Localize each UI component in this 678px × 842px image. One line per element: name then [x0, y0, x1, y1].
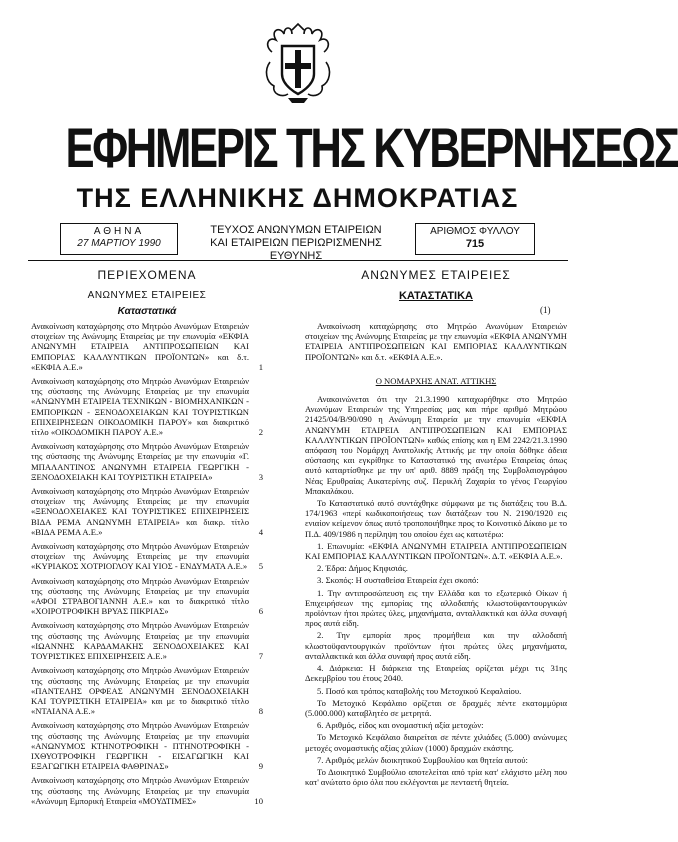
- list-item[interactable]: [31, 720, 263, 771]
- issue-type-box: [190, 223, 402, 262]
- issue-type-line1: ΤΕΥΧΟΣ ΑΝΩΝΥΜΩΝ ΕΤΑΙΡΕΙΩΝ: [210, 224, 382, 236]
- entry-page: 8: [258, 706, 263, 717]
- body-paragraph: 3. Σκοπός: Η συσταθείσα Εταιρεία έχει σκοπό:: [317, 575, 479, 586]
- list-item[interactable]: [31, 486, 263, 537]
- body-paragraph: Το Διοικητικό Συμβούλιο αποτελείται από τρία κατ' ελάχιστο μέλη που κατ' ανώτατο όριο όλα που εκλέγονται με πενταετή θητεία.: [305, 766, 567, 788]
- body-paragraph: 1. Την αντιπροσώπευση εις την Ελλάδα και το εξωτερικό Οίκων ή Επιχειρήσεων της εμπορίας της αλλοδαπής κλωστοϋφαντουργικών προϊόντων ήτοι πρώτες ύλες, μηχανήματα, ανταλλακτικά και άλλα συναφή προς αυτά είδη.: [305, 587, 567, 629]
- companies-heading: ΑΝΩΝΥΜΕΣ ΕΤΑΙΡΕΙΕΣ: [361, 268, 511, 282]
- body-paragraph: 1. Επωνυμία: «ΕΚΦΙΑ ΑΝΩΝΥΜΗ ΕΤΑΙΡΕΙΑ ΑΝΤΙΠΡΟΣΩΠΕΙΩΝ ΚΑΙ ΕΜΠΟΡΙΑΣ ΚΑΛΛΥΝΤΙΚΩΝ ΠΡΟΪΟΝΤΩΝ». Δ.Τ. «ΕΚΦΙΑ Α.Ε.».: [305, 540, 567, 562]
- statute-body: [305, 321, 567, 789]
- entry-page: 2: [258, 427, 263, 438]
- body-paragraph: Το Μετοχικό Κεφάλαιο ορίζεται σε δραχμές πέντε εκατομμύρια (5.000.000) καταβλητέο σε μετρητά.: [305, 697, 567, 718]
- coat-of-arms-emblem: [262, 22, 334, 104]
- entry-page: 1: [258, 361, 263, 372]
- entry-page: 10: [254, 795, 263, 806]
- entry-page: 7: [258, 651, 263, 662]
- entry-page: 9: [258, 761, 263, 772]
- entry-page: 6: [258, 606, 263, 617]
- gazette-subtitle: ΤΗΣ ΕΛΛΗΝΙΚΗΣ ΔΗΜΟΚΡΑΤΙΑΣ: [76, 183, 519, 213]
- authority-heading: Ο ΝΟΜΑΡΧΗΣ ΑΝΑΤ. ΑΤΤΙΚΗΣ: [375, 375, 497, 386]
- intro-paragraph: Ανακοίνωση καταχώρησης στο Μητρώο Ανωνύμων Εταιρειών στοιχείων της Ανώνυμης Εταιρείας με την επωνυμία «ΕΚΦΙΑ ΑΝΩΝΥΜΗ ΕΤΑΙΡΕΙΑ ΑΝΤΙΠΡΟΣΩΠΕΙΩΝ ΚΑΙ ΕΜΠΟΡΙΑΣ ΚΑΛΛΥΝΤΙΚΩΝ ΠΡΟΪΟΝΤΩΝ» και δ.τ. «ΕΚΦΙΑ Α.Ε.».: [305, 321, 567, 362]
- date-box: [60, 223, 178, 255]
- issue-date: 27 ΜΑΡΤΙΟΥ 1990: [77, 238, 161, 249]
- place-label: ΑΘΗΝΑ: [93, 226, 145, 237]
- body-paragraph: Το Καταστατικό αυτό συντάχθηκε σύμφωνα με τις διατάξεις του Β.Δ. 174/1963 «περί κωδικοποιήσεως των διατάξεων του Ν. 2190/1920 εις ενιαίον κείμενον όπως αυτό τροποποιήθηκε προς το Κοινοτικό Δίκαιο με το Π.Δ. 409/1986 η περίληψη του οποίου έχει ως κατωτέρω:: [305, 498, 567, 539]
- list-item[interactable]: [31, 541, 263, 572]
- contents-subheading: ΑΝΩΝΥΜΕΣ ΕΤΑΙΡΕΙΕΣ: [87, 290, 207, 301]
- sheet-number: 715: [465, 238, 485, 250]
- body-paragraph: 2. Έδρα: Δήμος Κηφισιάς.: [317, 563, 408, 574]
- list-item[interactable]: [31, 576, 263, 617]
- entry-text: Ανακοίνωση καταχώρησης στο Μητρώο Ανωνύμων Εταιρειών στοιχείων της Ανώνυμης Εταιρείας με την επωνυμία «ΞΕΝΟΔΟΧΕΙΑΚΕΣ ΚΑΙ ΤΟΥΡΙΣΤΙΚΕΣ ΕΠΙΧΕΙΡΗΣΕΙΣ ΒΙΔΑ ΡΕΜΑ ΑΝΩΝΥΜΗ ΕΤΑΙΡΕΙΑ» και διακρ. τίτλο «ΒΙΔΑ ΡΕΜΑ Α.Ε.»: [31, 486, 249, 537]
- entry-text: Ανακοίνωση καταχώρησης στο Μητρώο Ανωνύμων Εταιρειών της σύστασης της Ανώνυμης Εταιρείας με την επωνυμία «ΑΝΩΝΥΜΟΣ ΚΤΗΝΟΤΡΟΦΙΚΗ - ΠΤΗΝΟΤΡΟΦΙΚΗ - ΙΧΘΥΟΤΡΟΦΙΚΗ ΓΕΩΡΓΙΚΗ - ΕΙΣΑΓΩΓΙΚΗ ΚΑΙ ΕΞΑΓΩΓΙΚΗ ΕΤΑΙΡΕΙΑ ΦΑΘΡΙΝΑΣ»: [31, 720, 249, 772]
- list-item[interactable]: [31, 665, 263, 716]
- body-paragraph: 7. Αριθμός μελών διοικητικού Συμβουλίου και θητεία αυτού:: [317, 754, 528, 765]
- entry-page: 5: [258, 561, 263, 572]
- gazette-title: ΕΦΗΜΕΡΙΣ ΤΗΣ ΚΥΒΕΡΝΗΣΕΩΣ: [65, 116, 678, 179]
- entry-page: 3: [258, 471, 263, 482]
- body-paragraph: 2. Την εμπορία προς προμήθεια και την αλλοδαπή κλωστοϋφαντουργικών προϊόντων ήτοι πρώτες ύλες μηχανήματα, ανταλλακτικά και άλλα συναφή προς αυτά είδη.: [305, 630, 567, 661]
- entry-text: Ανακοίνωση καταχώρησης στο Μητρώο Ανωνύμων Εταιρειών της σύστασης της Ανώνυμης Εταιρείας με την επωνυμία «Γ. ΜΠΑΛΑΝΤΙΝΟΣ ΑΝΩΝΥΜΗ ΕΤΑΙΡΕΙΑ ΓΕΩΡΓΙΚΗ - ΞΕΝΟΔΟΧΕΙΑΚΗ ΚΑΙ ΤΟΥΡΙΣΤΙΚΗ ΕΤΑΙΡΕΙΑ»: [31, 441, 249, 482]
- contents-heading: ΠΕΡΙΕΧΟΜΕΝΑ: [97, 268, 197, 282]
- list-item[interactable]: [31, 775, 263, 806]
- entry-text: Ανακοίνωση καταχώρησης στο Μητρώο Ανωνύμων Εταιρειών της σύστασης της Ανώνυμης Εταιρείας με την επωνυμία «ΠΑΝΤΕΛΗΣ ΟΡΦΕΑΣ ΑΝΩΝΥΜΗ ΞΕΝΟΔΟΧΕΙΑΚΗ ΚΑΙ ΤΟΥΡΙΣΤΙΚΗ ΕΤΑΙΡΕΙΑ» και με το διακριτικό τίτλο «ΝΤΑΙΑΝΑ Α.Ε.»: [31, 665, 249, 717]
- entry-text: Ανακοίνωση καταχώρησης στο Μητρώο Ανωνύμων Εταιρειών της σύστασης της Ανώνυμης Εταιρείας με την επωνυμία «Ανώνυμη Εμπορική Εταιρεία «ΜΟΥΔΤΙΜΕΣ»: [31, 775, 249, 806]
- issue-type-line2: ΚΑΙ ΕΤΑΙΡΕΙΩΝ ΠΕΡΙΩΡΙΣΜΕΝΗΣ ΕΥΘΥΝΗΣ: [210, 237, 382, 262]
- list-item[interactable]: [31, 376, 263, 437]
- contents-list: [31, 321, 263, 810]
- masthead-divider: [28, 260, 568, 261]
- entry-text: Ανακοίνωση καταχώρησης στο Μητρώο Ανωνύμων Εταιρειών της σύστασης της Ανώνυμης Εταιρείας με την επωνυμία «ΑΝΩΝΥΜΗ ΕΤΑΙΡΕΙΑ ΤΕΧΝΙΚΩΝ - ΒΙΟΜΗΧΑΝΙΚΩΝ - ΕΜΠΟΡΙΚΩΝ - ΞΕΝΟΔΟΧΕΙΑΚΩΝ ΚΑΙ ΤΟΥΡΙΣΤΙΚΩΝ ΕΠΙΧΕΙΡΗΣΕΩΝ ΟΙΚΟΔΟΜΙΚΗ ΠΑΡΟΥ» και διακριτικό τίτλο «ΟΙΚΟΔΟΜΙΚΗ ΠΑΡΟΥ Α.Ε.»: [31, 376, 249, 438]
- entry-page: 4: [258, 526, 263, 537]
- sheet-number-box: [415, 223, 535, 255]
- entry-text: Ανακοίνωση καταχώρησης στο Μητρώο Ανωνύμων Εταιρειών της σύστασης της Ανώνυμης Εταιρείας με την επωνυμία «ΙΩΑΝΝΗΣ ΚΑΡΔΑΜΑΚΗΣ ΞΕΝΟΔΟΧΕΙΑΚΕΣ ΚΑΙ ΤΟΥΡΙΣΤΙΚΕΣ ΕΠΙΧΕΙΡΗΣΕΙΣ Α.Ε.»: [31, 620, 249, 662]
- list-item[interactable]: [31, 321, 263, 372]
- entry-text: Ανακοίνωση καταχώρησης στο Μητρώο Ανωνύμων Εταιρειών στοιχείων της Ανώνυμης Εταιρείας με την επωνυμία «ΚΥΡΙΑΚΟΣ ΧΟΤΡΙΟΓΛΟΥ ΚΑΙ ΥΙΟΣ - ΕΝΔΥΜΑΤΑ Α.Ε.»: [31, 541, 249, 572]
- contents-section: Καταστατικά: [117, 306, 177, 317]
- body-paragraph: 6. Αριθμός, είδος και ονομαστική αξία μετοχών:: [317, 720, 484, 731]
- list-item[interactable]: [31, 441, 263, 482]
- entry-text: Ανακοίνωση καταχώρησης στο Μητρώο Ανωνύμων Εταιρειών στοιχείων της Ανώνυμης Εταιρείας με την επωνυμία «ΕΚΦΙΑ ΑΝΩΝΥΜΗ ΕΤΑΙΡΕΙΑ ΑΝΤΙΠΡΟΣΩΠΕΙΩΝ ΚΑΙ ΕΜΠΟΡΙΑΣ ΚΑΛΛΥΝΤΙΚΩΝ ΠΡΟΪΟΝΤΩΝ» και δ.τ. «ΕΚΦΙΑ Α.Ε.»: [31, 321, 249, 372]
- sheet-number-label: ΑΡΙΘΜΟΣ ΦΥΛΛΟΥ: [430, 226, 520, 237]
- statutes-heading: ΚΑΤΑΣΤΑΤΙΚΑ: [398, 290, 474, 302]
- entry-text: Ανακοίνωση καταχώρησης στο Μητρώο Ανωνύμων Εταιρειών της σύστασης της Ανώνυμης Εταιρείας με την επωνυμία «ΑΦΟΙ ΣΤΡΑΒΟΓΙΑΝΝΗ Α.Ε.» και το διακριτικό τίτλο «ΧΟΙΡΟΤΡΟΦΙΚΗ ΒΡΥΑΣ ΠΙΚΡΙΑΣ»: [31, 575, 249, 617]
- item-number: (1): [540, 305, 551, 315]
- body-paragraph: Ανακοινώνεται ότι την 21.3.1990 καταχωρήθηκε στο Μητρώο Ανωνύμων Εταιρειών της Υπηρεσίας μας και πήρε αριθμό Μητρώου 21425/04/Β/90/090 η Ανώνυμη Εταιρεία με την επωνυμία «ΕΚΦΙΑ ΑΝΩΝΥΜΗ ΕΤΑΙΡΕΙΑ ΑΝΤΙΠΡΟΣΩΠΕΙΩΝ ΚΑΙ ΕΜΠΟΡΙΑΣ ΚΑΛΛΥΝΤΙΚΩΝ ΠΡΟΪΟΝΤΩΝ» καθώς επίσης και η ΕΜ 2242/21.3.1990 απόφαση του Νομάρχη Ανατολικής Αττικής με την οποία δόθηκε άδεια σύστασης και εγκρίθηκε το Καταστατικό της ανωτέρω Εταιρείας όπως αυτό καταρτίσθηκε με την υπ' αριθ. 8889 πράξη της Συμβολαιογράφου Νέας Ερυθραίας Αικατερίνης συζ. Περικλή Ζαχαρία το γένος Γεωργίου Μπακαλάκου.: [305, 394, 567, 496]
- body-paragraph: Το Μετοχικό Κεφάλαιο διαιρείται σε πέντε χιλιάδες (5.000) ανώνυμες μετοχές ονομαστικής αξίας χιλίων (1000) δραχμών εκάστης.: [305, 732, 567, 753]
- body-paragraph: 4. Διάρκεια: Η διάρκεια της Εταιρείας ορίζεται μέχρι τις 31ης Δεκεμβρίου του έτους 2040.: [305, 663, 567, 684]
- body-paragraph: 5. Ποσό και τρόπος καταβολής του Μετοχικού Κεφαλαίου.: [317, 685, 522, 696]
- list-item[interactable]: [31, 620, 263, 661]
